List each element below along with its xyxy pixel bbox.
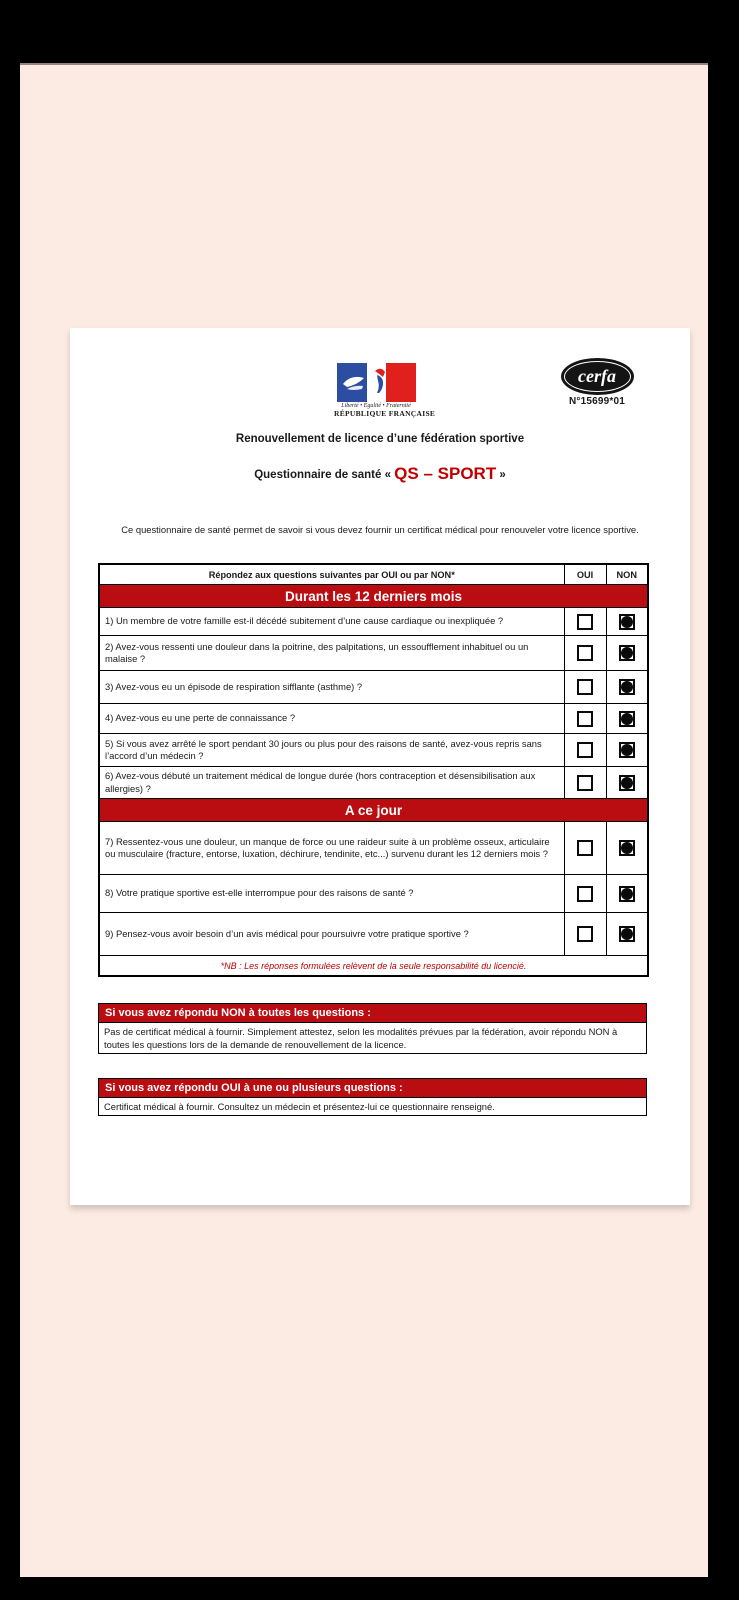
- oui-checkbox[interactable]: [577, 926, 593, 942]
- question-text: 6) Avez-vous débuté un traitement médical de longue durée (hors contraception et désensibilisation aux allergies) ?: [99, 767, 564, 799]
- non-checkbox-cell: [606, 875, 648, 913]
- questions-tbody: [99, 585, 648, 977]
- question-row: [99, 608, 648, 636]
- cerfa-logo-block: [558, 358, 636, 407]
- non-checkbox-cell: [606, 767, 648, 799]
- question-text: 4) Avez-vous eu une perte de connaissance ?: [99, 704, 564, 734]
- question-text: 8) Votre pratique sportive est-elle interrompue pour des raisons de santé ?: [99, 875, 564, 913]
- subtitle-suffix: »: [496, 469, 506, 481]
- answered-non-section: [98, 1003, 647, 1054]
- question-row: [99, 704, 648, 734]
- document-title: Renouvellement de licence d’une fédération sportive: [235, 433, 525, 445]
- question-row: [99, 822, 648, 875]
- non-checkbox[interactable]: [619, 711, 635, 727]
- section-band-row: [99, 799, 648, 822]
- question-text: 3) Avez-vous eu un épisode de respiration sifflante (asthme) ?: [99, 671, 564, 704]
- question-row: [99, 636, 648, 671]
- non-checkbox[interactable]: [619, 645, 635, 661]
- oui-checkbox-cell: [564, 767, 606, 799]
- oui-checkbox-cell: [564, 913, 606, 956]
- question-row: [99, 767, 648, 799]
- viewer-background-panel: [20, 63, 708, 1577]
- oui-checkbox-cell: [564, 704, 606, 734]
- non-checkbox-cell: [606, 608, 648, 636]
- non-checkbox-cell: [606, 704, 648, 734]
- oui-checkbox[interactable]: [577, 742, 593, 758]
- question-text: 9) Pensez-vous avoir besoin d’un avis médical pour poursuivre votre pratique sportive ?: [99, 913, 564, 956]
- non-checkbox-cell: [606, 636, 648, 671]
- footnote-text: *NB : Les réponses formulées relèvent de la seule responsabilité du licencié.: [99, 956, 648, 977]
- question-row: [99, 671, 648, 704]
- section-band-row: [99, 585, 648, 608]
- oui-checkbox-cell: [564, 734, 606, 767]
- document-subtitle: [70, 464, 690, 484]
- question-row: [99, 875, 648, 913]
- answered-oui-body: Certificat médical à fournir. Consultez un médecin et présentez-lui ce questionnaire renseigné.: [98, 1098, 647, 1116]
- oui-checkbox-cell: [564, 636, 606, 671]
- non-checkbox[interactable]: [619, 679, 635, 695]
- republique-francaise-logo: [334, 363, 436, 418]
- country-text: RÉPUBLIQUE FRANÇAISE: [334, 408, 436, 418]
- non-checkbox[interactable]: [619, 840, 635, 856]
- oui-checkbox-cell: [564, 822, 606, 875]
- question-text: 5) Si vous avez arrêté le sport pendant 30 jours ou plus pour des raisons de santé, avez-vous repris sans l’accord d’un médecin ?: [99, 734, 564, 767]
- question-text: 1) Un membre de votre famille est-il décédé subitement d’une cause cardiaque ou inexpliquée ?: [99, 608, 564, 636]
- non-checkbox[interactable]: [619, 775, 635, 791]
- non-checkbox[interactable]: [619, 614, 635, 630]
- document-page: [70, 328, 690, 1205]
- oui-checkbox[interactable]: [577, 711, 593, 727]
- question-text: 2) Avez-vous ressenti une douleur dans la poitrine, des palpitations, un essoufflement inhabituel ou un malaise ?: [99, 636, 564, 671]
- cerfa-logo-text: cerfa: [578, 366, 616, 386]
- question-text: 7) Ressentez-vous une douleur, un manque de force ou une raideur suite à un problème osseux, articulaire ou musculaire (fracture, entorse, luxation, déchirure, tendinite, etc...) survenu durant les 12 derniers mois ?: [99, 822, 564, 875]
- non-checkbox-cell: [606, 734, 648, 767]
- oui-checkbox-cell: [564, 608, 606, 636]
- section-band-label: Durant les 12 derniers mois: [99, 585, 648, 608]
- question-row: [99, 913, 648, 956]
- oui-checkbox[interactable]: [577, 645, 593, 661]
- question-row: [99, 734, 648, 767]
- oui-checkbox-cell: [564, 875, 606, 913]
- cerfa-logo-icon: [561, 358, 634, 395]
- subtitle-prefix: Questionnaire de santé «: [254, 469, 395, 481]
- answered-non-body: Pas de certificat médical à fournir. Simplement attestez, selon les modalités prévues par la fédération, avoir répondu NON à toutes les questions lors de la demande de renouvellement de la licence.: [98, 1023, 647, 1054]
- oui-column-header: OUI: [564, 564, 606, 585]
- oui-checkbox[interactable]: [577, 840, 593, 856]
- oui-checkbox[interactable]: [577, 614, 593, 630]
- section-band-label: A ce jour: [99, 799, 648, 822]
- health-questionnaire-table: [98, 563, 649, 977]
- table-header-row: [99, 564, 648, 585]
- non-column-header: NON: [606, 564, 648, 585]
- intro-paragraph: Ce questionnaire de santé permet de savoir si vous devez fournir un certificat médical pour renouveler votre licence sportive.: [121, 524, 639, 535]
- non-checkbox[interactable]: [619, 886, 635, 902]
- non-checkbox[interactable]: [619, 926, 635, 942]
- oui-checkbox[interactable]: [577, 775, 593, 791]
- questions-column-header: Répondez aux questions suivantes par OUI ou par NON*: [99, 564, 564, 585]
- cerfa-form-number: N°15699*01: [568, 396, 626, 407]
- non-checkbox-cell: [606, 671, 648, 704]
- answered-non-header: Si vous avez répondu NON à toutes les questions :: [98, 1003, 647, 1023]
- subtitle-highlight: QS – SPORT: [394, 464, 497, 483]
- oui-checkbox[interactable]: [577, 679, 593, 695]
- answered-oui-header: Si vous avez répondu OUI à une ou plusieurs questions :: [98, 1078, 647, 1098]
- answered-oui-section: [98, 1078, 647, 1116]
- footnote-row: [99, 956, 648, 977]
- motto-text: Liberté • Égalité • Fraternité: [341, 403, 411, 409]
- oui-checkbox[interactable]: [577, 886, 593, 902]
- non-checkbox-cell: [606, 822, 648, 875]
- oui-checkbox-cell: [564, 671, 606, 704]
- non-checkbox[interactable]: [619, 742, 635, 758]
- non-checkbox-cell: [606, 913, 648, 956]
- french-flag-marianne-icon: [337, 363, 416, 402]
